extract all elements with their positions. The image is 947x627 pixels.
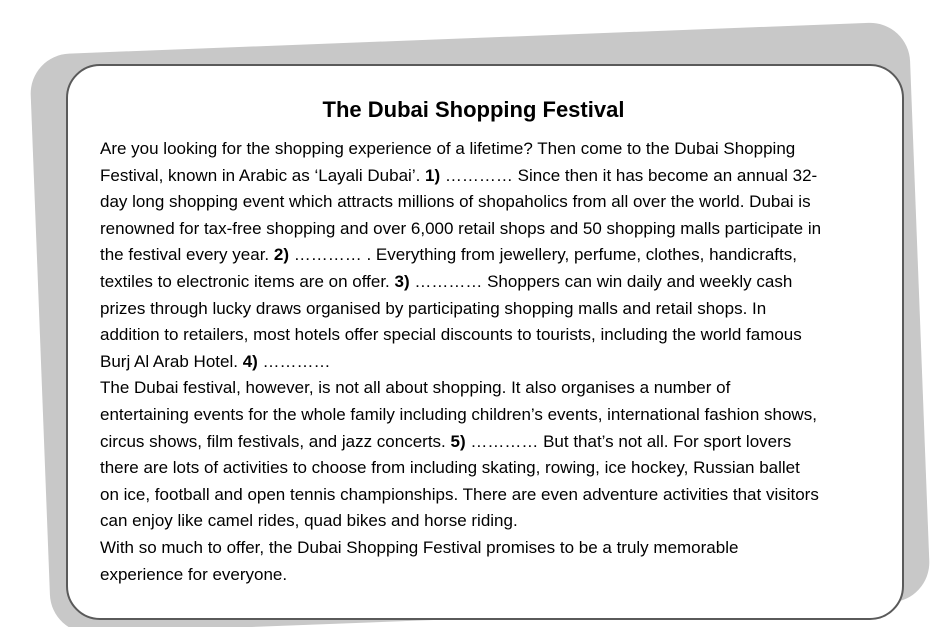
text-segment: ………… But that’s not all. For sport lovers <box>465 431 792 451</box>
gap-number: 5) <box>450 431 466 451</box>
page-title: The Dubai Shopping Festival <box>322 97 625 122</box>
text-segment: Are you looking for the shopping experience of a lifetime? Then come to the Dubai Shopping <box>100 139 796 158</box>
text-line <box>100 375 900 402</box>
text-line <box>100 455 900 482</box>
text-segment: ………… . Everything from jewellery, perfume, clothes, handicrafts, <box>289 245 797 265</box>
text-segment: ………… Shoppers can win daily and weekly cash <box>409 271 793 291</box>
text-segment: day long shopping event which attracts millions of shopaholics from all over the world. Dubai is <box>100 192 811 212</box>
text-line <box>100 429 900 456</box>
text-line <box>100 402 900 429</box>
text-line <box>100 322 900 349</box>
article-body <box>100 136 900 588</box>
gap-number: 3) <box>394 271 410 291</box>
text-line <box>100 189 900 216</box>
text-line <box>100 562 900 589</box>
text-line <box>100 535 900 562</box>
text-segment: With so much to offer, the Dubai Shopping Festival promises to be a truly memorable <box>100 537 739 557</box>
gap-number: 2) <box>273 245 289 265</box>
text-segment: experience for everyone. <box>100 564 288 584</box>
text-line <box>100 216 900 243</box>
text-line <box>100 508 900 535</box>
text-line <box>100 349 900 376</box>
text-segment: circus shows, film festivals, and jazz concerts. <box>100 431 451 451</box>
text-line <box>100 296 900 323</box>
text-segment: Festival, known in Arabic as ‘Layali Dubai’. <box>100 165 426 185</box>
text-segment: ………… <box>257 351 331 371</box>
text-segment: ………… Since then it has become an annual 32- <box>440 165 818 185</box>
text-line <box>100 482 900 509</box>
text-line <box>100 163 900 190</box>
text-segment: renowned for tax-free shopping and over 6,000 retail shops and 50 shopping malls participate in <box>100 218 822 238</box>
text-line <box>100 242 900 269</box>
text-segment: entertaining events for the whole family including children’s events, international fashion shows, <box>100 404 817 424</box>
text-segment: The Dubai festival, however, is not all about shopping. It also organises a number of <box>100 378 731 398</box>
gap-number: 4) <box>242 351 258 371</box>
text-segment: on ice, football and open tennis championships. There are even adventure activities that visitors <box>100 484 819 504</box>
text-segment: Burj Al Arab Hotel. <box>100 351 243 371</box>
text-segment: can enjoy like camel rides, quad bikes and horse riding. <box>100 511 518 531</box>
text-segment: the festival every year. <box>100 245 274 265</box>
text-segment: prizes through lucky draws organised by participating shopping malls and retail shops. In <box>100 298 767 318</box>
text-segment: addition to retailers, most hotels offer special discounts to tourists, including the world famous <box>100 325 802 345</box>
text-segment: textiles to electronic items are on offer. <box>100 271 395 291</box>
gap-number: 1) <box>425 165 441 185</box>
text-line <box>100 269 900 296</box>
text-segment: there are lots of activities to choose from including skating, rowing, ice hockey, Russian ballet <box>100 458 800 478</box>
text-line <box>100 136 900 163</box>
